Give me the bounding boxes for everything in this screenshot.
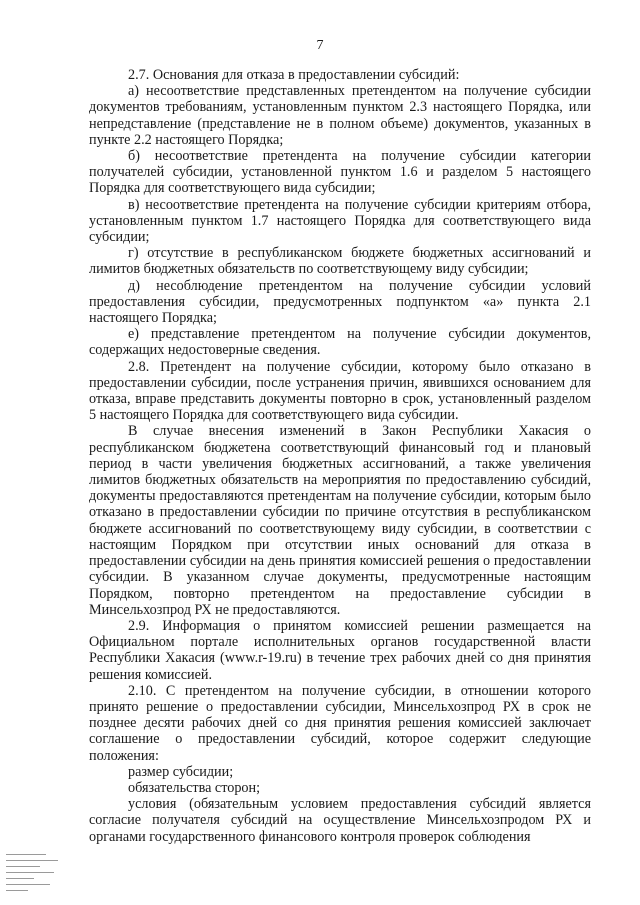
paragraph-2-7-heading: 2.7. Основания для отказа в предоставлении субсидий: <box>128 67 460 83</box>
document-body <box>89 67 591 845</box>
paragraph-2-9: 2.9. Информация о принятом комиссией решении размещается на Официальном портале исполнительных органов государственной власти Республики Хакасия (www.r-19.ru) в течение трех рабочих дней со дня принятия решения комиссией. <box>89 617 591 683</box>
list-item-subsidy-size: размер субсидии; <box>128 763 234 780</box>
paragraph-item-b: б) несоответствие претендента на получение субсидии категории получателей субсидии, установленной пунктом 1.6 и разделом 5 настоящего Порядка для соответствующего вида субсидии; <box>89 148 591 197</box>
paragraph-item-e: е) представление претендентом на получение субсидии документов, содержащих недостоверные сведения. <box>89 326 591 359</box>
paragraph-item-v: в) несоответствие претендента на получение субсидии критериям отбора, установленным пунктом 1.7 настоящего Порядка для соответствующего вида субсидии; <box>89 196 591 246</box>
page-number: 7 <box>316 38 324 53</box>
paragraph-budget-change: В случае внесения изменений в Закон Республики Хакасия о республиканском бюджетена соответствующий финансовый год и плановый период в части увеличения бюджетных ассигнований, а также увеличения лимитов бюджетных обязательств на мероприятия по предоставлению субсидий, документы предоставляются претендентам на получение субсидии, которым было отказано в предоставлении субсидии по причине отсутствия в республиканском бюджете ассигнований по соответствующему виду субсидии, в соответствии с настоящим Порядком при отсутствии иных оснований для отказа в предоставлении субсидии на день принятия комиссией решения о предоставлении субсидии. В указанном случае документы, предусмотренные настоящим Порядком, повторно претендентом на предоставление субсидии в Минсельхозпрод РХ не предоставляются. <box>89 423 591 618</box>
paragraph-2-10: 2.10. С претендентом на получение субсидии, в отношении которого принято решение о предоставлении субсидии, Минсельхозпрод РХ в срок не позднее десяти рабочих дней со дня принятия решения комиссией заключает соглашение о предоставлении субсидий, которое содержит следующие положения: <box>89 682 591 764</box>
registration-stamp <box>4 852 64 896</box>
paragraph-item-d: д) несоблюдение претендентом на получение субсидии условий предоставления субсидии, предусмотренных подпунктом «а» пункта 2.1 настоящего Порядка; <box>89 277 591 327</box>
paragraph-2-8: 2.8. Претендент на получение субсидии, которому было отказано в предоставлении субсидии, после устранения причин, явившихся основанием для отказа, вправе представить документы повторно в срок, установленный разделом 5 настоящего Порядка для соответствующего вида субсидии. <box>89 358 591 424</box>
paragraph-item-g: г) отсутствие в республиканском бюджете бюджетных ассигнований и лимитов бюджетных обязательств по соответствующему виду субсидии; <box>89 245 591 278</box>
list-item-obligations: обязательства сторон; <box>128 779 261 796</box>
list-item-conditions: условия (обязательным условием предоставления субсидий является согласие получателя субсидий на осуществление Минсельхозпродом РХ и органами государственного финансового контроля проверок соблюдения <box>89 796 591 845</box>
paragraph-item-a: а) несоответствие представленных претендентом на получение субсидии документов требованиям, установленным пунктом 2.3 настоящего Порядка, или непредставление (представление не в полном объеме) документов, указанных в пункте 2.2 настоящего Порядка; <box>89 83 591 148</box>
